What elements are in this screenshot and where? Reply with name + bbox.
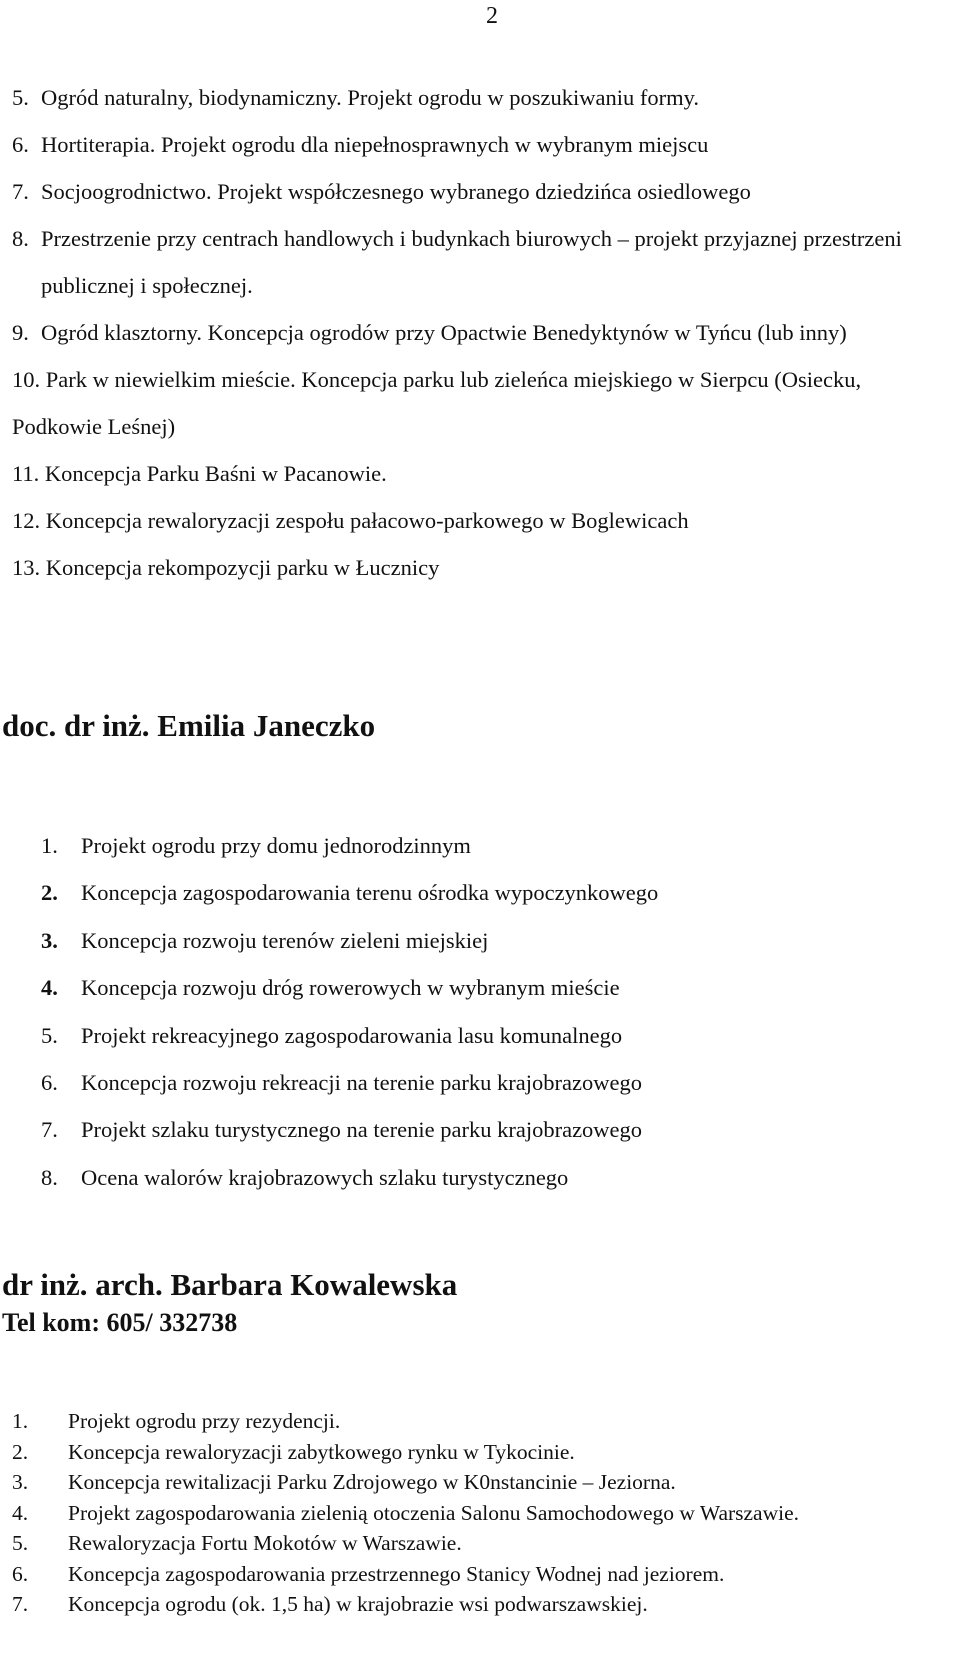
list-item bbox=[12, 168, 952, 215]
list-item-body: Koncepcja Parku Baśni w Pacanowie. bbox=[44, 461, 387, 486]
list-item-text: Projekt zagospodarowania zielenią otoczenia Salonu Samochodowego w Warszawie. bbox=[68, 1500, 800, 1525]
list-item-number: 9. bbox=[12, 320, 29, 345]
list-item-text bbox=[12, 497, 952, 544]
list-item bbox=[12, 356, 952, 450]
list-item-text: Koncepcja rewitalizacji Parku Zdrojowego w K0nstancinie – Jeziorna. bbox=[68, 1470, 676, 1494]
section-heading-janeczko: doc. dr inż. Emilia Janeczko bbox=[2, 708, 376, 743]
list-item bbox=[12, 1559, 942, 1590]
list-item-number: 13. bbox=[12, 555, 41, 580]
list-item-number: 7. bbox=[41, 1117, 58, 1143]
list-item-number: 5. bbox=[41, 1022, 58, 1048]
list-item-text: Hortiterapia. Projekt ogrodu dla niepełnosprawnych w wybranym miejscu bbox=[41, 132, 709, 157]
list-item bbox=[12, 497, 952, 544]
list-item-text bbox=[12, 356, 952, 450]
list-item-number: 2. bbox=[12, 1439, 29, 1464]
topic-list-continued bbox=[12, 74, 952, 591]
list-item bbox=[12, 1467, 942, 1498]
list-item-number: 6. bbox=[41, 1070, 58, 1096]
list-item bbox=[12, 1528, 942, 1559]
list-item bbox=[12, 215, 952, 309]
list-item-text: Koncepcja zagospodarowania przestrzennego Stanicy Wodnej nad jeziorem. bbox=[68, 1561, 725, 1586]
topic-list-janeczko bbox=[41, 822, 921, 1201]
list-item-number: 5. bbox=[12, 1531, 29, 1555]
list-item-number: 8. bbox=[41, 1164, 58, 1190]
list-item bbox=[41, 917, 921, 964]
list-item-number: 7. bbox=[12, 1592, 29, 1616]
list-item-text: Koncepcja ogrodu (ok. 1,5 ha) w krajobrazie wsi podwarszawskiej. bbox=[68, 1592, 648, 1616]
list-item-number: 6. bbox=[12, 132, 29, 157]
list-item-number: 3. bbox=[12, 1470, 29, 1494]
list-item-text: Koncepcja rozwoju rekreacji na terenie parku krajobrazowego bbox=[81, 1070, 642, 1096]
list-item-body: Park w niewielkim mieście. Koncepcja parku lub zieleńca miejskiego w Sierpcu (Osiecku, Podkowie Leśnej) bbox=[12, 367, 862, 439]
list-item bbox=[41, 1154, 921, 1201]
list-item bbox=[12, 1498, 942, 1529]
list-item-text bbox=[12, 450, 952, 497]
list-item-text: Projekt ogrodu przy rezydencji. bbox=[68, 1409, 341, 1433]
list-item-text: Ogród naturalny, biodynamiczny. Projekt ogrodu w poszukiwaniu formy. bbox=[41, 85, 699, 110]
list-item-number: 4. bbox=[41, 975, 58, 1001]
list-item bbox=[41, 869, 921, 916]
list-item-text: Projekt szlaku turystycznego na terenie parku krajobrazowego bbox=[81, 1117, 643, 1143]
list-item-text bbox=[12, 544, 952, 591]
list-item bbox=[12, 450, 952, 497]
list-item bbox=[41, 1059, 921, 1106]
topic-list-kowalewska bbox=[12, 1406, 942, 1620]
section-heading-kowalewska: dr inż. arch. Barbara Kowalewska bbox=[2, 1267, 458, 1302]
list-item-text: Koncepcja rozwoju terenów zieleni miejskiej bbox=[81, 927, 489, 953]
list-item bbox=[12, 1406, 942, 1437]
list-item bbox=[12, 1589, 942, 1620]
list-item bbox=[12, 309, 952, 356]
list-item bbox=[12, 121, 952, 168]
list-item-number: 10. bbox=[12, 367, 41, 392]
list-item-text: Koncepcja rozwoju dróg rowerowych w wybranym mieście bbox=[81, 975, 620, 1001]
list-item-number: 5. bbox=[12, 85, 29, 110]
list-item-text: Koncepcja rewaloryzacji zabytkowego rynku w Tykocinie. bbox=[68, 1439, 575, 1464]
list-item-number: 6. bbox=[12, 1561, 29, 1586]
list-item-text: Ocena walorów krajobrazowych szlaku turystycznego bbox=[81, 1164, 569, 1190]
list-item-text: Projekt rekreacyjnego zagospodarowania lasu komunalnego bbox=[81, 1022, 623, 1048]
list-item-number: 3. bbox=[41, 927, 58, 953]
list-item bbox=[12, 544, 952, 591]
list-item-number: 12. bbox=[12, 508, 41, 533]
phone-number: Tel kom: 605/ 332738 bbox=[2, 1308, 238, 1337]
list-item-text: Koncepcja zagospodarowania terenu ośrodka wypoczynkowego bbox=[81, 880, 659, 906]
list-item-text: Socjoogrodnictwo. Projekt współczesnego wybranego dziedzińca osiedlowego bbox=[41, 179, 751, 204]
list-item bbox=[41, 1012, 921, 1059]
list-item-number: 4. bbox=[12, 1500, 29, 1525]
list-item-body: Koncepcja rekompozycji parku w Łucznicy bbox=[45, 555, 440, 580]
list-item-text: Ogród klasztorny. Koncepcja ogrodów przy Opactwie Benedyktynów w Tyńcu (lub inny) bbox=[41, 320, 847, 345]
list-item bbox=[41, 964, 921, 1011]
list-item-text: Projekt ogrodu przy domu jednorodzinnym bbox=[81, 833, 471, 858]
list-item bbox=[12, 74, 952, 121]
list-item bbox=[41, 822, 921, 869]
list-item-number: 8. bbox=[12, 226, 29, 251]
page-number: 2 bbox=[486, 3, 498, 29]
list-item-number: 1. bbox=[12, 1409, 29, 1433]
list-item-body: Koncepcja rewaloryzacji zespołu pałacowo-parkowego w Boglewicach bbox=[45, 508, 689, 533]
list-item-number: 2. bbox=[41, 880, 58, 906]
list-item bbox=[12, 1437, 942, 1468]
list-item-number: 11. bbox=[12, 461, 40, 486]
list-item bbox=[41, 1106, 921, 1153]
list-item-text: Rewaloryzacja Fortu Mokotów w Warszawie. bbox=[68, 1531, 462, 1555]
list-item-number: 7. bbox=[12, 179, 29, 204]
list-item-number: 1. bbox=[41, 833, 58, 858]
list-item-text: Przestrzenie przy centrach handlowych i budynkach biurowych – projekt przyjaznej przestrzeni publicznej i społecznej. bbox=[41, 226, 902, 298]
